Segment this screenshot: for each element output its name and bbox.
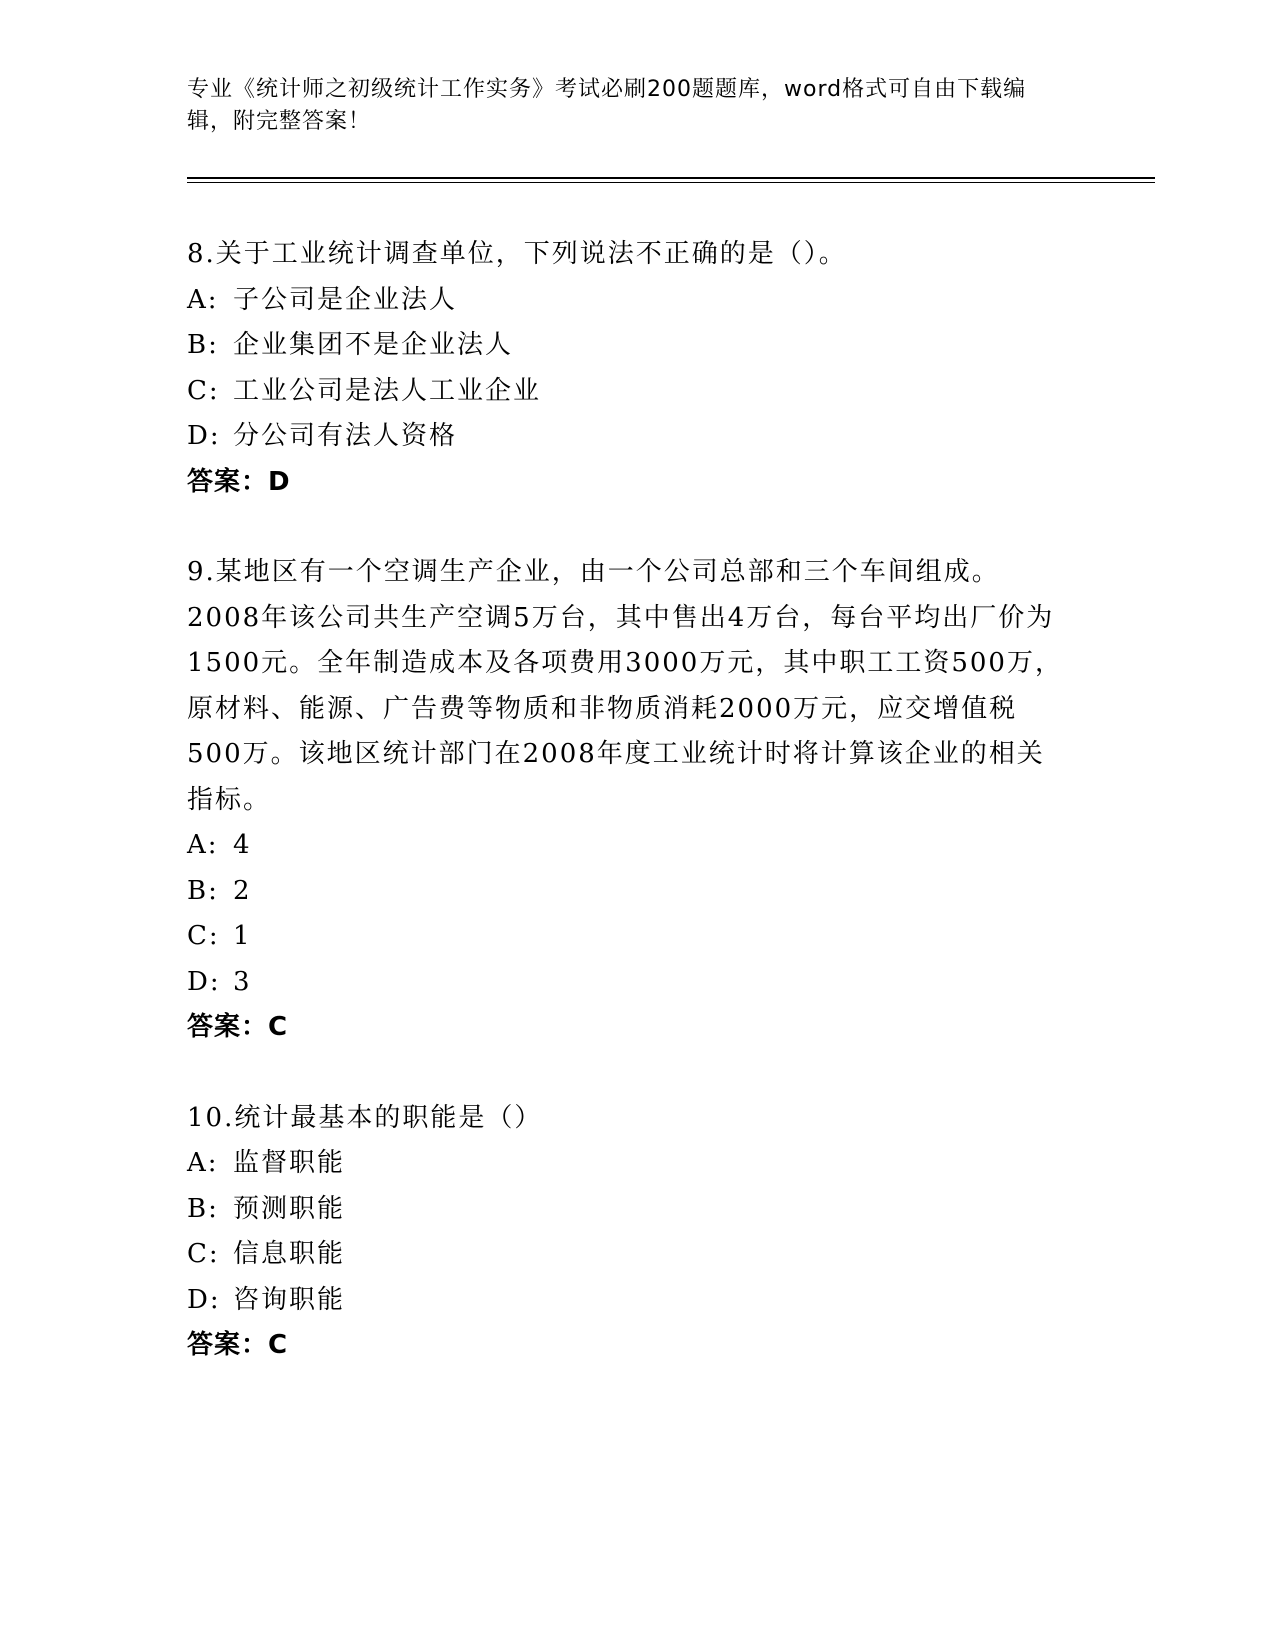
option-key: A: — [187, 284, 219, 315]
option-b — [187, 323, 1072, 369]
question-stem: 9.某地区有一个空调生产企业，由一个公司总部和三个车间组成。2008年该公司共生产空调5万台，其中售出4万台，每台平均出厂价为1500元。全年制造成本及各项费用3000万元，其中职工工资500万，原材料、能源、广告费等物质和非物质消耗2000万元，应交增值税500万。该地区统计部门在2008年度工业统计时将计算该企业的相关指标。 — [187, 557, 1063, 815]
option-text: 2 — [233, 875, 252, 906]
document-header: 专业《统计师之初级统计工作实务》考试必刷200题题库，word格式可自由下载编辑，附完整答案！ — [187, 77, 1027, 134]
option-key: B: — [187, 1193, 219, 1224]
option-text: 4 — [233, 830, 252, 860]
answer-label: 答案：C — [187, 1330, 289, 1360]
option-key: C: — [187, 1239, 220, 1269]
option-key: C: — [187, 375, 220, 406]
option-c — [187, 369, 1072, 415]
option-text: 预测职能 — [233, 1193, 346, 1224]
option-c — [187, 1232, 1072, 1278]
option-b — [187, 1187, 1072, 1233]
option-text: 1 — [233, 921, 252, 951]
option-key: C: — [187, 921, 220, 951]
option-d — [187, 960, 1072, 1006]
option-text: 咨询职能 — [233, 1284, 346, 1315]
question-list — [187, 232, 1072, 1414]
header-divider-thin — [187, 182, 1155, 183]
option-key: A: — [187, 830, 219, 860]
question-stem: 8.关于工业统计调查单位，下列说法不正确的是（）。 — [187, 239, 847, 269]
option-a — [187, 278, 1072, 324]
option-c — [187, 914, 1072, 960]
option-b — [187, 869, 1072, 915]
answer-label: 答案：C — [187, 1012, 289, 1042]
option-key: B: — [187, 330, 219, 360]
question-10 — [187, 1096, 1072, 1369]
answer-label: 答案：D — [187, 466, 291, 497]
option-d — [187, 414, 1072, 460]
question-stem: 10.统计最基本的职能是（） — [187, 1102, 543, 1133]
option-text: 3 — [233, 966, 252, 997]
option-text: 子公司是企业法人 — [233, 284, 458, 315]
option-key: D: — [187, 421, 221, 451]
option-d — [187, 1278, 1072, 1324]
option-key: D: — [187, 966, 221, 997]
option-key: A: — [187, 1148, 219, 1178]
option-text: 监督职能 — [233, 1148, 346, 1178]
option-a — [187, 1141, 1072, 1187]
header-divider-thick — [187, 177, 1155, 179]
option-key: D: — [187, 1284, 221, 1315]
question-8 — [187, 232, 1072, 505]
option-text: 分公司有法人资格 — [233, 421, 458, 451]
option-text: 信息职能 — [233, 1239, 346, 1269]
question-9 — [187, 550, 1072, 1051]
option-text: 工业公司是法人工业企业 — [233, 375, 542, 406]
option-a — [187, 823, 1072, 869]
option-key: B: — [187, 875, 219, 906]
option-text: 企业集团不是企业法人 — [233, 330, 514, 360]
